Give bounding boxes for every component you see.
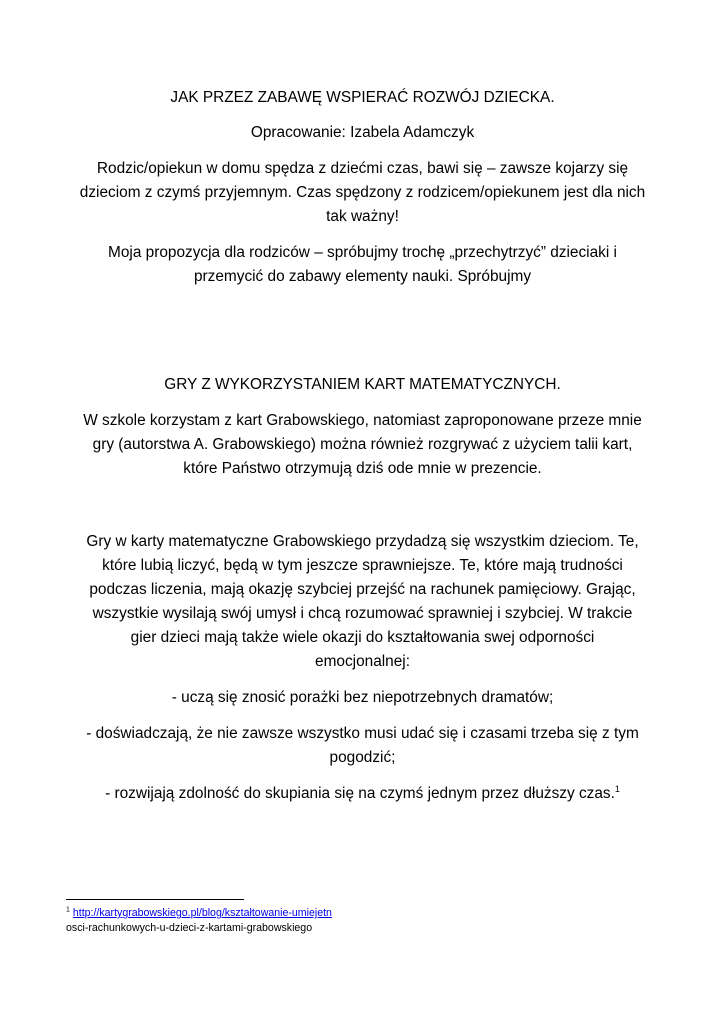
benefits-line-6: emocjonalnej: xyxy=(315,653,410,670)
cards-line-2: gry (autorstwa A. Grabowskiego) można również rozgrywać z użyciem talii kart, xyxy=(92,436,633,453)
footnote-continuation: osci-rachunkowych-u-dzieci-z-kartami-grabowskiego xyxy=(66,922,313,934)
bullet-2-line-2: pogodzić; xyxy=(329,749,396,766)
intro-line-1: Rodzic/opiekun w domu spędza z dziećmi czas, bawi się – zawsze kojarzy się xyxy=(96,160,629,177)
proposal-line-1: Moja propozycja dla rodziców – spróbujmy trochę „przechytrzyć” dzieciaki i xyxy=(108,244,617,261)
bullet-1: - uczą się znosić porażki bez niepotrzebnych dramatów; xyxy=(171,689,554,706)
footnote-reference[interactable]: 1 xyxy=(614,783,620,794)
intro-line-3: tak ważny! xyxy=(326,208,399,225)
section-heading: GRY Z WYKORZYSTANIEM KART MATEMATYCZNYCH. xyxy=(164,376,561,393)
benefits-line-4: wszystkie wysilają swój umysł i chcą rozumować sprawniej i szybciej. W trakcie xyxy=(92,605,633,622)
bullet-3-text: - rozwijają zdolność do skupiania się na czymś jednym przez dłuższy czas. xyxy=(105,785,615,802)
benefits-line-2: które lubią liczyć, będą w tym jeszcze sprawniejsze. Te, które mają trudności xyxy=(102,557,623,574)
footnote-separator xyxy=(66,899,244,900)
bullet-2-line-1: - doświadczają, że nie zawsze wszystko musi udać się i czasami trzeba się z tym xyxy=(86,725,639,742)
cards-line-1: W szkole korzystam z kart Grabowskiego, natomiast zaproponowane przeze mnie xyxy=(83,412,642,429)
document-title: JAK PRZEZ ZABAWĘ WSPIERAĆ ROZWÓJ DZIECKA. xyxy=(170,89,555,106)
benefits-line-1: Gry w karty matematyczne Grabowskiego przydadzą się wszystkim dzieciom. Te, xyxy=(86,533,639,550)
cards-line-3: które Państwo otrzymują dziś ode mnie w prezencie. xyxy=(183,460,542,477)
intro-line-2: dzieciom z czymś przyjemnym. Czas spędzony z rodzicem/opiekunem jest dla nich xyxy=(79,184,646,201)
bullet-3 xyxy=(60,782,665,806)
footnote-marker: 1 xyxy=(66,906,70,914)
footnote-link[interactable]: http://kartygrabowskiego.pl/blog/kształtowanie-umiejetn xyxy=(72,907,332,919)
proposal-line-2: przemycić do zabawy elementy nauki. Spróbujmy xyxy=(193,268,532,285)
author-line: Opracowanie: Izabela Adamczyk xyxy=(250,124,475,141)
footnote-line-1 xyxy=(66,906,332,920)
benefits-line-5: gier dzieci mają także wiele okazji do kształtowania swej odporności xyxy=(130,629,595,646)
benefits-line-3: podczas liczenia, mają okazję szybciej przejść na rachunek pamięciowy. Grając, xyxy=(89,581,636,598)
